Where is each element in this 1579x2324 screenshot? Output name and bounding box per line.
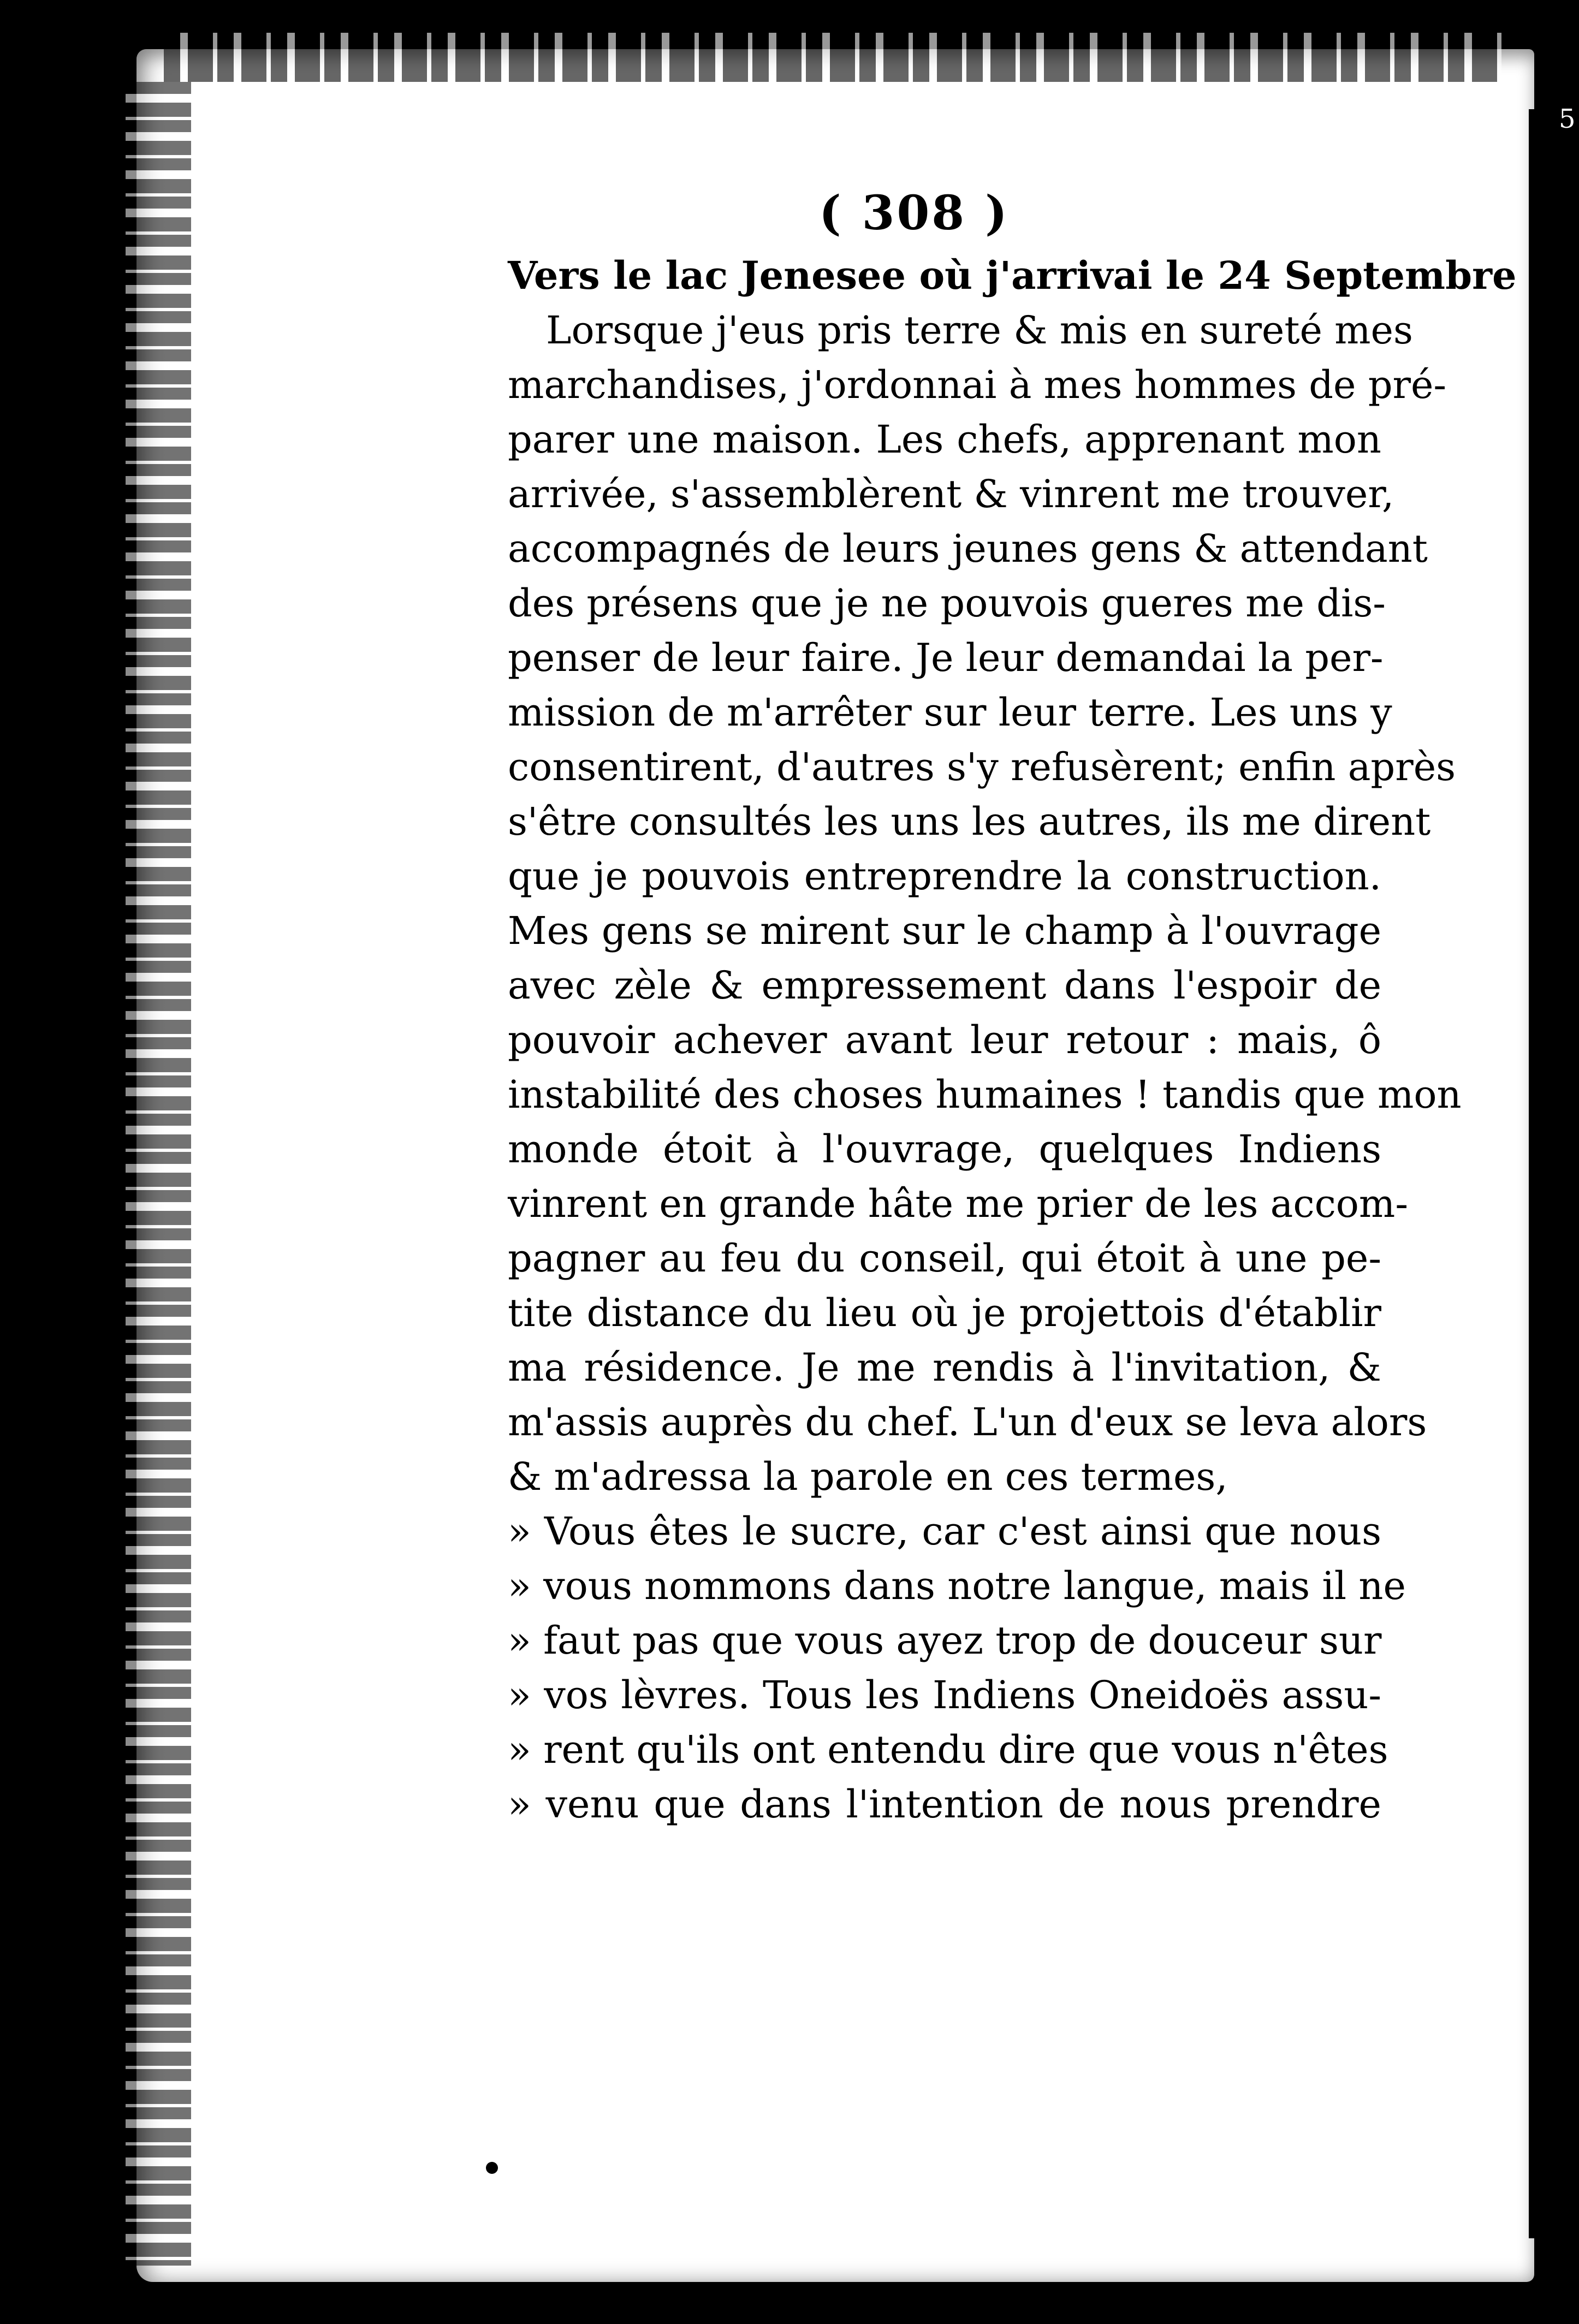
running-head-line: Vers le lac Jenesee où j'arrivai le 24 Septembre bbox=[508, 253, 1517, 298]
quote-line: » rent qu'ils ont entendu dire que vous n'êtes bbox=[508, 1727, 1388, 1772]
text-line: avec zèle & empressement dans l'espoir de bbox=[508, 963, 1381, 1008]
ink-dot bbox=[486, 2162, 498, 2174]
quote-line: » faut pas que vous ayez trop de douceur sur bbox=[508, 1618, 1382, 1663]
text-line: pouvoir achever avant leur retour : mais, ô bbox=[508, 1018, 1381, 1062]
scanner-right-border bbox=[1529, 109, 1562, 2238]
text-line: penser de leur faire. Je leur demandai la per- bbox=[508, 635, 1384, 680]
text-line: monde étoit à l'ouvrage, quelques Indiens bbox=[508, 1127, 1381, 1172]
worn-top-edge bbox=[164, 33, 1501, 82]
page-number: ( 308 ) bbox=[819, 186, 1010, 241]
text-line: s'être consultés les uns les autres, ils me dirent bbox=[508, 799, 1431, 844]
text-line: & m'adressa la parole en ces termes, bbox=[508, 1454, 1228, 1499]
text-line: des présens que je ne pouvois gueres me dis- bbox=[508, 581, 1386, 626]
quote-line: » vos lèvres. Tous les Indiens Oneidoës assu- bbox=[508, 1673, 1381, 1717]
text-line: Mes gens se mirent sur le champ à l'ouvrage bbox=[508, 908, 1381, 953]
text-line: arrivée, s'assemblèrent & vinrent me trouver, bbox=[508, 472, 1394, 516]
text-line: m'assis auprès du chef. L'un d'eux se leva alors bbox=[508, 1400, 1427, 1445]
text-line: pagner au feu du conseil, qui étoit à une pe- bbox=[508, 1236, 1381, 1281]
text-line: marchandises, j'ordonnai à mes hommes de pré- bbox=[508, 362, 1447, 407]
text-line: instabilité des choses humaines ! tandis que mon bbox=[508, 1072, 1462, 1117]
quote-line: » vous nommons dans notre langue, mais il ne bbox=[508, 1564, 1406, 1608]
margin-mark: 5 bbox=[1559, 104, 1576, 134]
quote-line: » venu que dans l'intention de nous prendre bbox=[508, 1782, 1381, 1827]
text-line: vinrent en grande hâte me prier de les accom- bbox=[508, 1181, 1408, 1226]
text-line: ma résidence. Je me rendis à l'invitation, & bbox=[508, 1345, 1381, 1390]
text-line: que je pouvois entreprendre la construction. bbox=[508, 854, 1381, 899]
text-line: Lorsque j'eus pris terre & mis en sureté mes bbox=[546, 308, 1413, 353]
body-text bbox=[508, 248, 1517, 1832]
worn-left-edge bbox=[126, 82, 191, 2266]
quote-line: » Vous êtes le sucre, car c'est ainsi que nous bbox=[508, 1509, 1381, 1554]
text-line: tite distance du lieu où je projettois d'établir bbox=[508, 1291, 1381, 1335]
text-line: consentirent, d'autres s'y refusèrent; enfin après bbox=[508, 745, 1456, 789]
text-line: accompagnés de leurs jeunes gens & attendant bbox=[508, 526, 1428, 571]
text-line: mission de m'arrêter sur leur terre. Les uns y bbox=[508, 690, 1392, 735]
text-line: parer une maison. Les chefs, apprenant mon bbox=[508, 417, 1381, 462]
